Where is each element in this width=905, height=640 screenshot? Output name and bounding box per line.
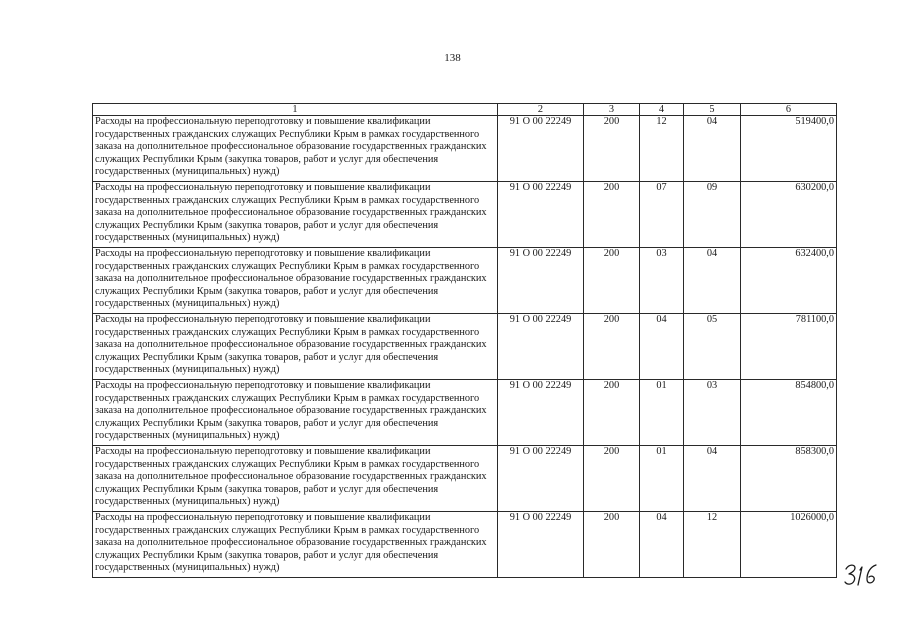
- row-amount: 858300,0: [741, 446, 837, 512]
- table-header-row: [93, 104, 837, 116]
- row-target-code: 91 О 00 22249: [498, 314, 584, 380]
- row-amount: 1026000,0: [741, 512, 837, 578]
- row-description: Расходы на профессиональную переподготовку и повышение квалификации государственных гражданских служащих Республики Крым в рамках государственного заказа на дополнительное профессиональное образование государственных гражданских служащих Республики Крым (закупка товаров, работ и услуг для обеспечения государственных (муниципальных) нужд): [93, 314, 498, 380]
- row-section: 01: [640, 446, 684, 512]
- row-subsection: 04: [684, 446, 741, 512]
- budget-table: [92, 103, 837, 578]
- table-row: [93, 512, 837, 578]
- table-row: [93, 314, 837, 380]
- row-description: Расходы на профессиональную переподготовку и повышение квалификации государственных гражданских служащих Республики Крым в рамках государственного заказа на дополнительное профессиональное образование государственных гражданских служащих Республики Крым (закупка товаров, работ и услуг для обеспечения государственных (муниципальных) нужд): [93, 446, 498, 512]
- row-subsection: 04: [684, 116, 741, 182]
- column-header-expense-type: 3: [584, 104, 640, 116]
- column-header-description: 1: [93, 104, 498, 116]
- row-expense-type: 200: [584, 512, 640, 578]
- table-row: [93, 182, 837, 248]
- row-amount: 519400,0: [741, 116, 837, 182]
- row-section: 12: [640, 116, 684, 182]
- row-expense-type: 200: [584, 116, 640, 182]
- row-description: Расходы на профессиональную переподготовку и повышение квалификации государственных гражданских служащих Республики Крым в рамках государственного заказа на дополнительное профессиональное образование государственных гражданских служащих Республики Крым (закупка товаров, работ и услуг для обеспечения государственных (муниципальных) нужд): [93, 116, 498, 182]
- row-target-code: 91 О 00 22249: [498, 512, 584, 578]
- row-section: 01: [640, 380, 684, 446]
- row-expense-type: 200: [584, 446, 640, 512]
- row-amount: 854800,0: [741, 380, 837, 446]
- row-subsection: 12: [684, 512, 741, 578]
- row-expense-type: 200: [584, 380, 640, 446]
- row-subsection: 09: [684, 182, 741, 248]
- row-description: Расходы на профессиональную переподготовку и повышение квалификации государственных гражданских служащих Республики Крым в рамках государственного заказа на дополнительное профессиональное образование государственных гражданских служащих Республики Крым (закупка товаров, работ и услуг для обеспечения государственных (муниципальных) нужд): [93, 182, 498, 248]
- row-target-code: 91 О 00 22249: [498, 446, 584, 512]
- row-section: 03: [640, 248, 684, 314]
- row-expense-type: 200: [584, 314, 640, 380]
- row-amount: 630200,0: [741, 182, 837, 248]
- handwritten-page-mark: [843, 560, 883, 592]
- row-target-code: 91 О 00 22249: [498, 248, 584, 314]
- row-section: 07: [640, 182, 684, 248]
- row-expense-type: 200: [584, 182, 640, 248]
- row-amount: 781100,0: [741, 314, 837, 380]
- table-row: [93, 248, 837, 314]
- row-amount: 632400,0: [741, 248, 837, 314]
- row-description: Расходы на профессиональную переподготовку и повышение квалификации государственных гражданских служащих Республики Крым в рамках государственного заказа на дополнительное профессиональное образование государственных гражданских служащих Республики Крым (закупка товаров, работ и услуг для обеспечения государственных (муниципальных) нужд): [93, 512, 498, 578]
- column-header-code: 2: [498, 104, 584, 116]
- row-target-code: 91 О 00 22249: [498, 380, 584, 446]
- page-number: 138: [444, 52, 461, 64]
- row-section: 04: [640, 512, 684, 578]
- column-header-section: 4: [640, 104, 684, 116]
- table-row: [93, 116, 837, 182]
- row-description: Расходы на профессиональную переподготовку и повышение квалификации государственных гражданских служащих Республики Крым в рамках государственного заказа на дополнительное профессиональное образование государственных гражданских служащих Республики Крым (закупка товаров, работ и услуг для обеспечения государственных (муниципальных) нужд): [93, 248, 498, 314]
- table-row: [93, 446, 837, 512]
- row-description: Расходы на профессиональную переподготовку и повышение квалификации государственных гражданских служащих Республики Крым в рамках государственного заказа на дополнительное профессиональное образование государственных гражданских служащих Республики Крым (закупка товаров, работ и услуг для обеспечения государственных (муниципальных) нужд): [93, 380, 498, 446]
- row-subsection: 04: [684, 248, 741, 314]
- row-expense-type: 200: [584, 248, 640, 314]
- column-header-subsection: 5: [684, 104, 741, 116]
- row-subsection: 03: [684, 380, 741, 446]
- row-target-code: 91 О 00 22249: [498, 116, 584, 182]
- row-section: 04: [640, 314, 684, 380]
- column-header-amount: 6: [741, 104, 837, 116]
- row-target-code: 91 О 00 22249: [498, 182, 584, 248]
- row-subsection: 05: [684, 314, 741, 380]
- table-row: [93, 380, 837, 446]
